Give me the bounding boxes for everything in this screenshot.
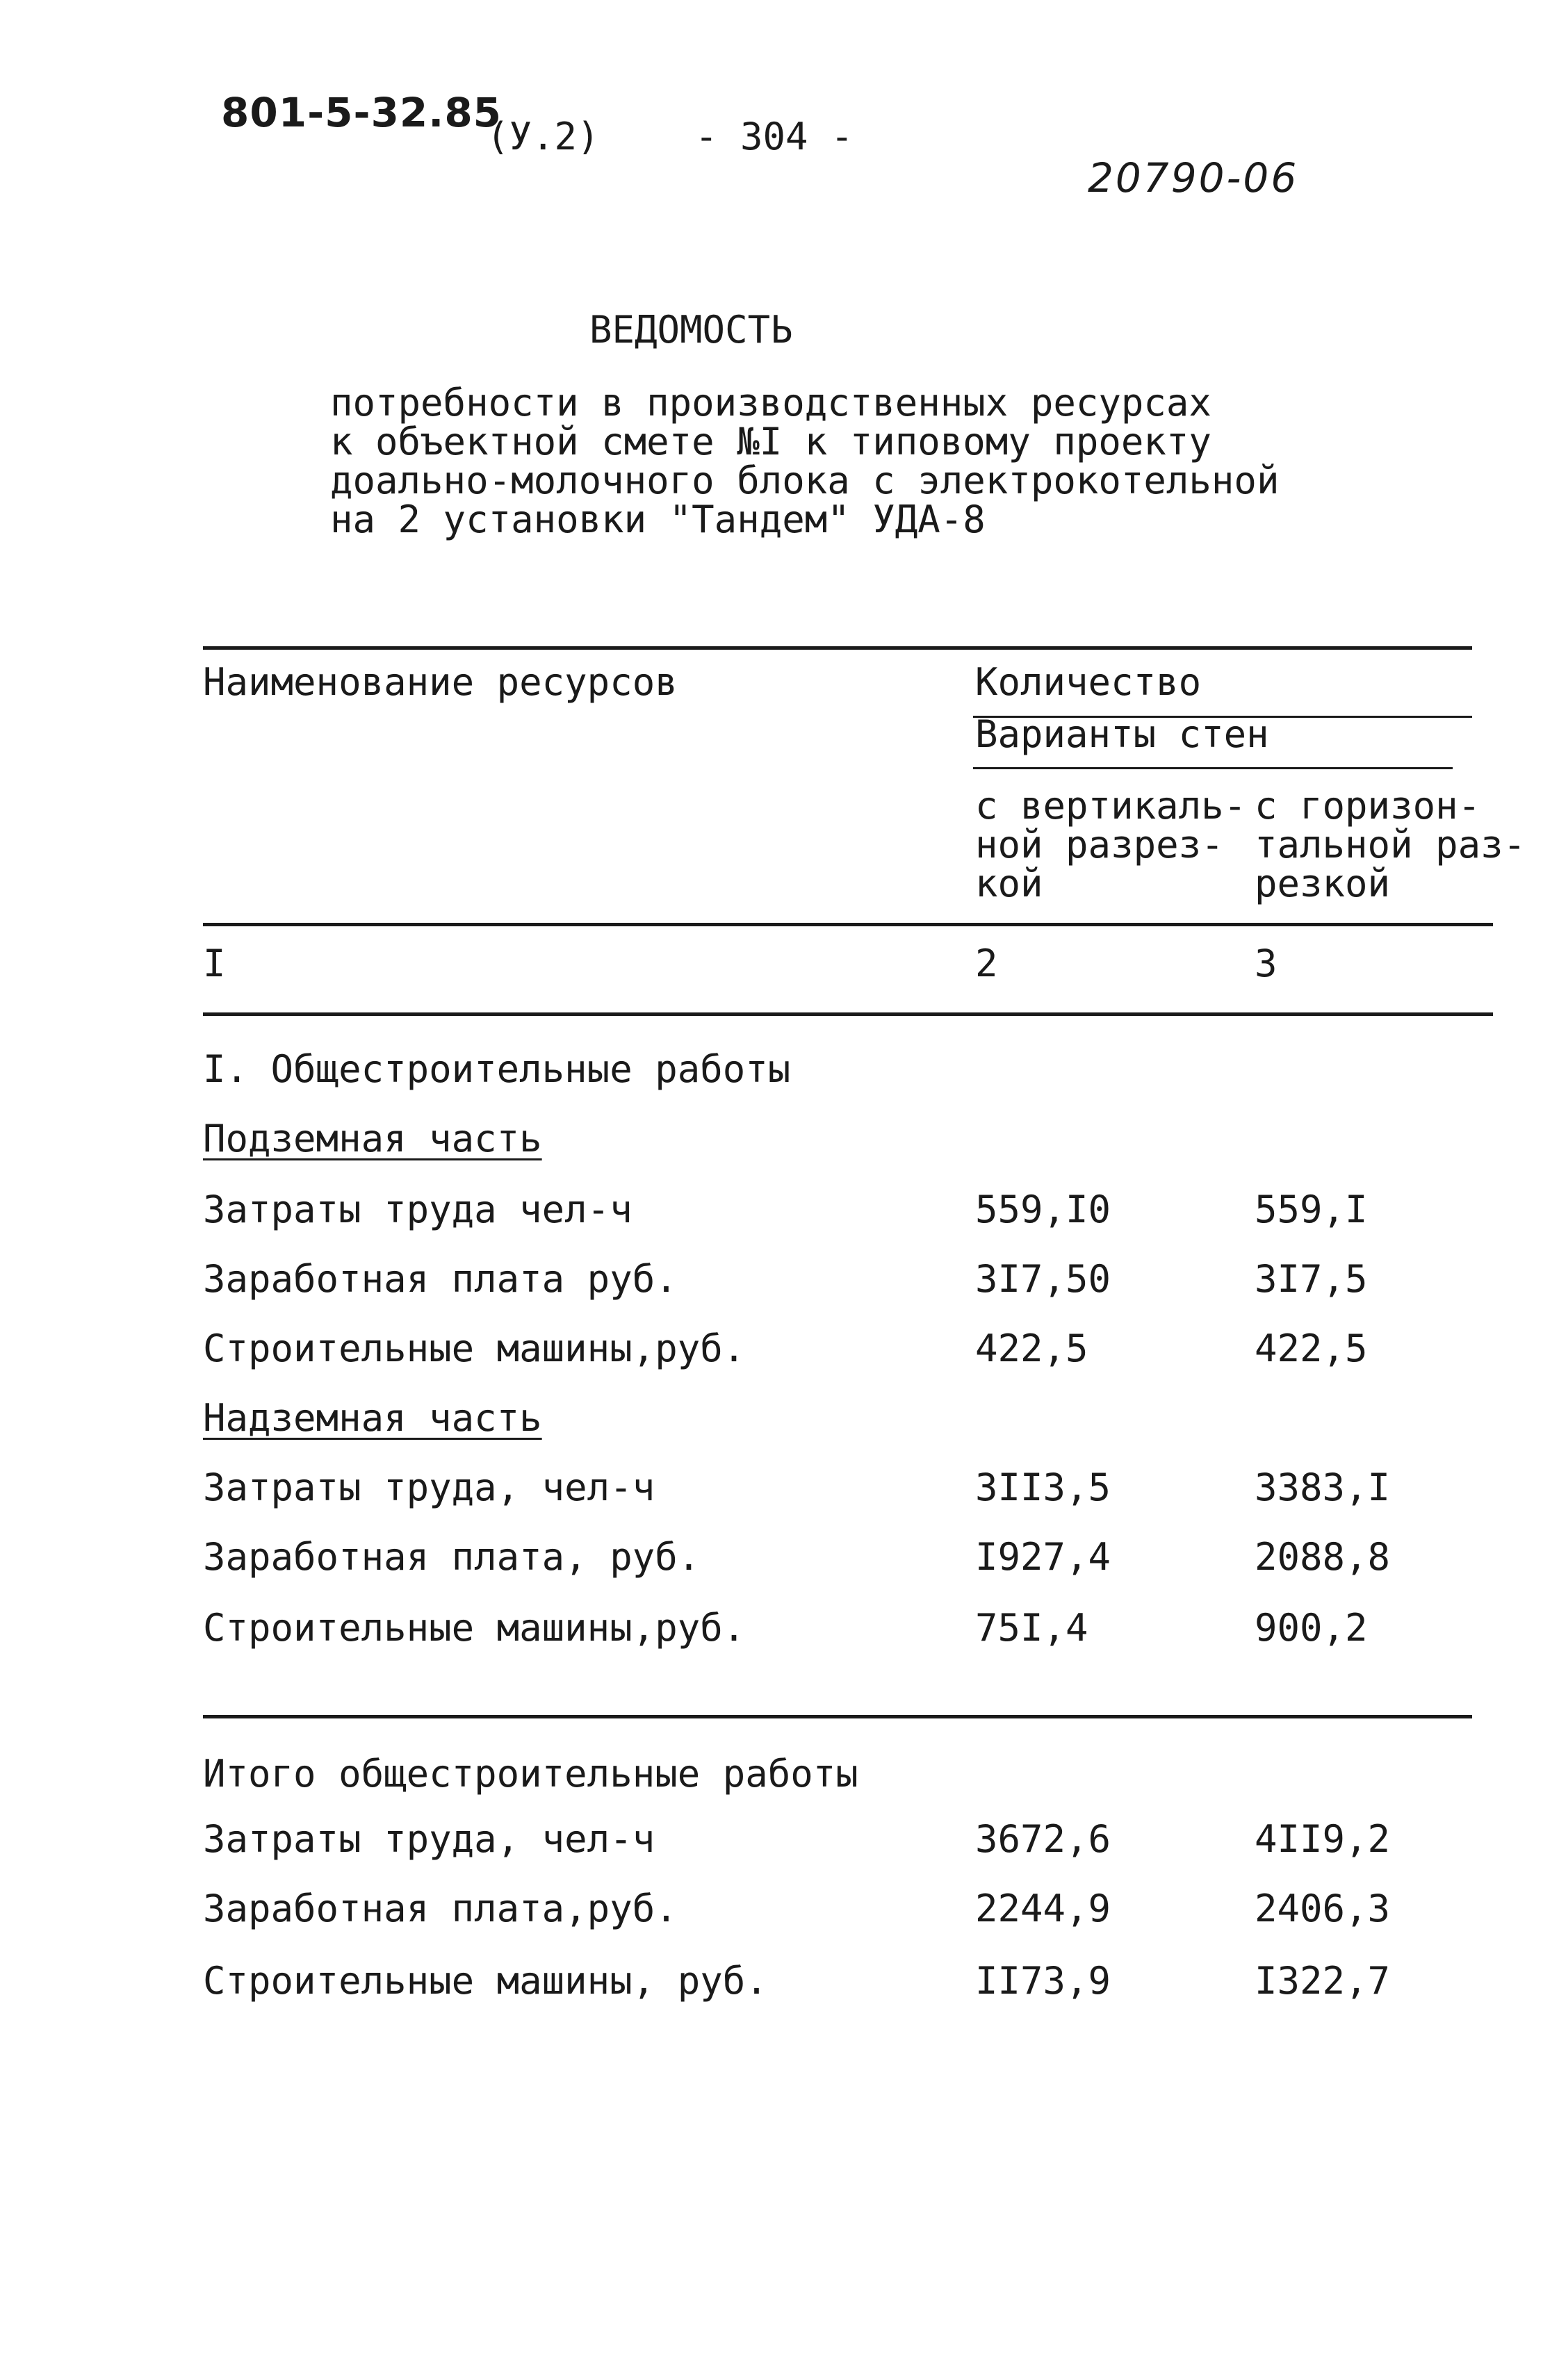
- row-value-vertical: 559,I0: [975, 1188, 1111, 1231]
- header-wall-variants: Варианты стен: [975, 712, 1269, 756]
- row-value-horizontal: 4II9,2: [1255, 1817, 1391, 1861]
- col-number: 2: [975, 942, 998, 985]
- subtitle-line: доально-молочного блока с электрокотельной: [330, 459, 1280, 502]
- row-name: Затраты труда чел-ч: [203, 1188, 632, 1231]
- row-name: Заработная плата,руб.: [203, 1887, 678, 1930]
- header-resource-name: Наименование ресурсов: [203, 660, 678, 704]
- row-name: Заработная плата руб.: [203, 1257, 678, 1301]
- header-col-horizontal-line: тальной раз-: [1255, 823, 1526, 867]
- document-title: ВЕДОМОСТЬ: [589, 308, 793, 352]
- header-col-vertical-line: кой: [975, 862, 1043, 905]
- row-name: Заработная плата, руб.: [203, 1535, 701, 1579]
- row-name: Затраты труда, чел-ч: [203, 1466, 655, 1509]
- header-bottom-rule: [203, 923, 1493, 926]
- header-quantity: Количество: [975, 660, 1202, 704]
- totals-top-rule: [203, 1715, 1472, 1718]
- header-col-horizontal-line: с горизон-: [1255, 784, 1481, 828]
- subtitle-line: к объектной смете №I к типовому проекту: [330, 420, 1211, 463]
- row-value-horizontal: 900,2: [1255, 1606, 1368, 1650]
- row-value-horizontal: 422,5: [1255, 1327, 1368, 1370]
- document-subtitle: [330, 381, 1280, 541]
- page-number: - 304 -: [695, 115, 854, 158]
- row-value-vertical: 3I7,50: [975, 1257, 1111, 1301]
- section-title: I. Общестроительные работы: [203, 1047, 791, 1091]
- row-value-vertical: 75I,4: [975, 1606, 1088, 1650]
- row-value-horizontal: 559,I: [1255, 1188, 1368, 1231]
- row-value-horizontal: 2406,3: [1255, 1887, 1391, 1930]
- subtitle-line: потребности в производственных ресурсах: [330, 381, 1211, 425]
- header-col-vertical: [975, 784, 1247, 905]
- row-name: Строительные машины,руб.: [203, 1327, 746, 1370]
- row-name: Строительные машины,руб.: [203, 1606, 746, 1650]
- header-col-horizontal-line: резкой: [1255, 862, 1391, 905]
- doc-code: 801-5-32.85: [221, 89, 503, 136]
- volume-label: (У.2): [487, 115, 600, 158]
- row-name: Затраты труда, чел-ч: [203, 1817, 655, 1861]
- variants-underline: [973, 767, 1453, 769]
- col-number: 3: [1255, 942, 1278, 985]
- row-value-vertical: 422,5: [975, 1327, 1088, 1370]
- row-value-horizontal: I322,7: [1255, 1959, 1391, 2003]
- row-value-horizontal: 3I7,5: [1255, 1257, 1368, 1301]
- header-col-vertical-line: с вертикаль-: [975, 784, 1247, 828]
- row-value-vertical: I927,4: [975, 1535, 1111, 1579]
- totals-title: Итого общестроительные работы: [203, 1752, 858, 1796]
- col-number: I: [203, 942, 226, 985]
- row-value-horizontal: 2088,8: [1255, 1535, 1391, 1579]
- row-name: Строительные машины, руб.: [203, 1959, 768, 2003]
- row-value-vertical: 3672,6: [975, 1817, 1111, 1861]
- col-numbers-rule: [203, 1012, 1493, 1016]
- inventory-number: 20790-06: [1088, 154, 1299, 202]
- subtitle-line: на 2 установки "Тандем" УДА-8: [330, 498, 986, 541]
- row-value-vertical: 3II3,5: [975, 1466, 1111, 1509]
- header-col-horizontal: [1255, 784, 1526, 905]
- group-title-underground: Подземная часть: [203, 1117, 542, 1160]
- group-title-aboveground: Надземная часть: [203, 1396, 542, 1440]
- header-col-vertical-line: ной разрез-: [975, 823, 1224, 867]
- row-value-vertical: 2244,9: [975, 1887, 1111, 1930]
- row-value-vertical: II73,9: [975, 1959, 1111, 2003]
- row-value-horizontal: 3383,I: [1255, 1466, 1391, 1509]
- table-top-rule: [203, 646, 1472, 650]
